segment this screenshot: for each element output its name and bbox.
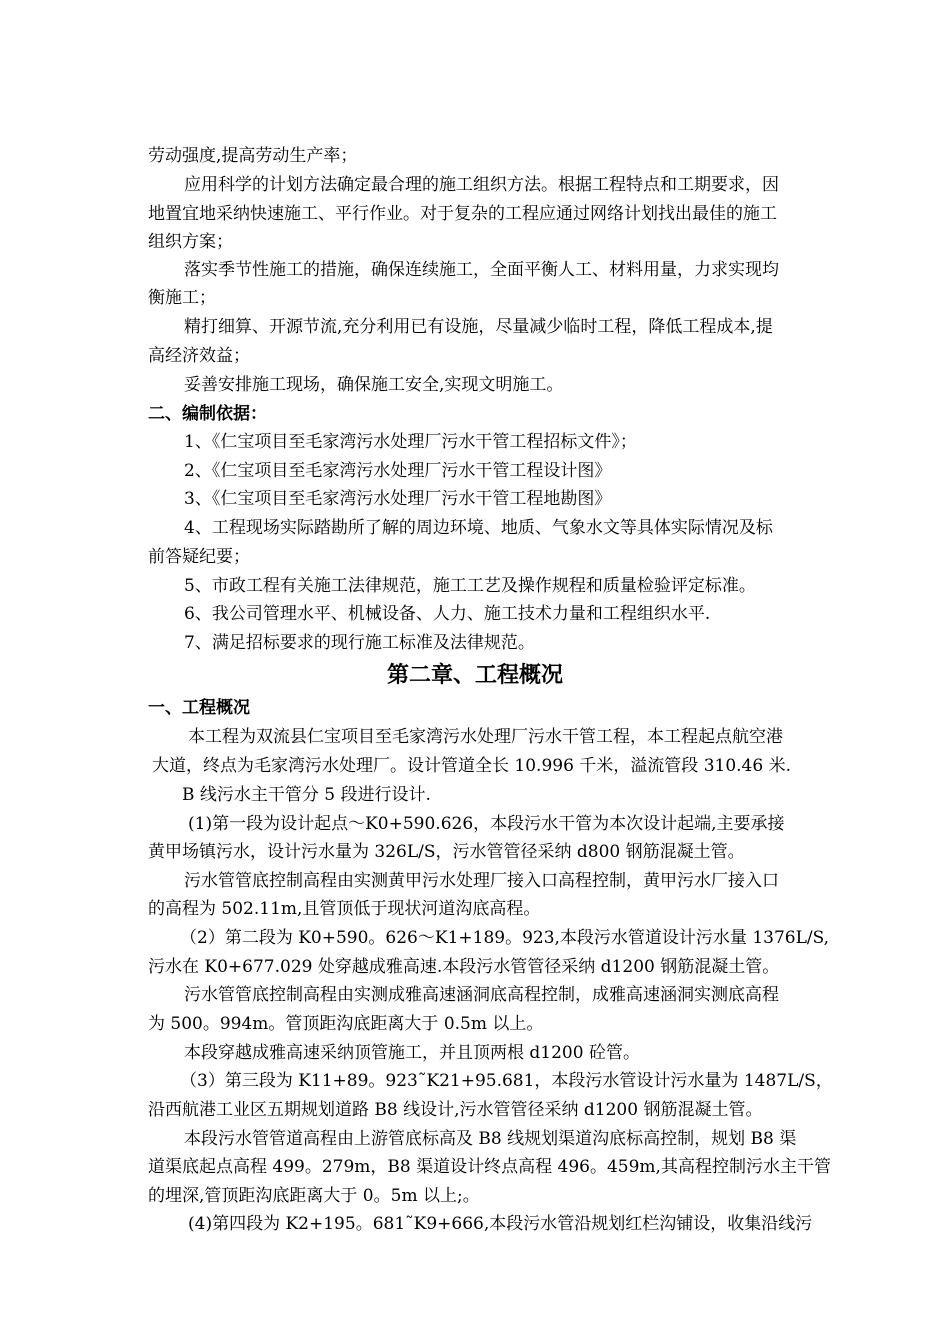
segment3-line-4: 道渠底起点高程 499。279m，B8 渠道设计终点高程 496。459m,其高程控制污水主干管 [148,1157,831,1177]
segment1-line-4: 的高程为 502.11m,且管顶低于现状河道沟底高程。 [148,899,541,919]
basis-item-2: 2、《仁宝项目至毛家湾污水处理厂污水干管工程设计图》 [184,461,612,481]
intro-line-3: 地置宜地采纳快速施工、平行作业。对于复杂的工程应通过网络计划找出最佳的施工 [148,204,777,224]
segment3-line-1: （3）第三段为 K11+89。923˜K21+95.681，本段污水管设计污水量为 1487L/S， [180,1071,833,1091]
segment1-line-1: (1)第一段为设计起点～K0+590.626，本段污水干管为本次设计起端,主要承接 [188,814,785,834]
intro-line-5: 落实季节性施工的措施，确保连续施工，全面平衡人工、材料用量，力求实现均 [184,260,779,280]
segment2-line-3: 污水管管底控制高程由实测成雅高速涵洞底高程控制，成雅高速涵洞实测底高程 [184,985,779,1005]
intro-line-6: 衡施工； [148,288,216,308]
segment2-line-2: 污水在 K0+677.029 处穿越成雅高速.本段污水管管径采纳 d1200 钢筋混凝土管。 [148,957,780,977]
intro-line-1: 劳动强度,提高劳动生产率； [148,146,358,166]
intro-line-2: 应用科学的计划方法确定最合理的施工组织方法。根据工程特点和工期要求，因 [184,175,779,195]
basis-item-3: 3、《仁宝项目至毛家湾污水处理厂污水干管工程地勘图》 [184,489,612,509]
basis-item-4a: 4、工程现场实际踏勘所了解的周边环境、地质、气象水文等具体实际情况及标 [184,518,773,538]
segment2-line-4: 为 500。994m。管顶距沟底距离大于 0.5m 以上。 [148,1014,544,1034]
basis-heading: 二、编制依据： [148,404,267,424]
overview-line-1: 本工程为双流县仁宝项目至毛家湾污水处理厂污水干管工程，本工程起点航空港 [188,727,783,747]
intro-line-7: 精打细算、开源节流,充分利用已有设施，尽量减少临时工程，降低工程成本,提 [184,317,773,337]
basis-item-5: 5、市政工程有关施工法律规范，施工工艺及操作规程和质量检验评定标准。 [184,576,756,596]
intro-line-4: 组织方案； [148,232,233,252]
intro-line-8: 高经济效益； [148,346,250,366]
intro-line-9: 妥善安排施工现场，确保施工安全,实现文明施工。 [184,375,564,395]
segment2-line-1: （2）第二段为 K0+590。626～K1+189。923,本段污水管道设计污水量 1376L/S, [180,928,830,948]
segment3-line-5: 的埋深,管顶距沟底距离大于 0。5m 以上;。 [148,1186,480,1206]
overview-line-2: 大道，终点为毛家湾污水处理厂。设计管道全长 10.996 千米，溢流管段 310.46 米. [152,756,791,776]
segment1-line-2: 黄甲场镇污水，设计污水量为 326L/S，污水管管径采纳 d800 钢筋混凝土管。 [148,842,745,862]
overview-line-3: B 线污水主干管分 5 段进行设计. [182,785,431,805]
section-heading: 一、工程概况 [148,698,250,718]
segment1-line-3: 污水管管底控制高程由实测黄甲污水处理厂接入口高程控制，黄甲污水厂接入口 [184,871,779,891]
basis-item-1: 1、《仁宝项目至毛家湾污水处理厂污水干管工程招标文件》； [184,432,637,452]
segment4-line-1: (4)第四段为 K2+195。681˜K9+666,本段污水管沿规划红栏沟铺设，收集沿线污 [188,1214,813,1234]
segment3-line-2: 沿西航港工业区五期规划道路 B8 线设计,污水管管径采纳 d1200 钢筋混凝土管。 [148,1100,763,1120]
basis-item-6: 6、我公司管理水平、机械设备、人力、施工技术力量和工程组织水平. [184,604,711,624]
basis-item-4b: 前答疑纪要； [148,547,250,567]
segment2-line-5: 本段穿越成雅高速采纳顶管施工，并且顶两根 d1200 砼管。 [184,1043,640,1063]
segment3-line-3: 本段污水管管道高程由上游管底标高及 B8 线规划渠道沟底标高控制，规划 B8 渠 [184,1129,797,1149]
basis-item-7: 7、满足招标要求的现行施工标准及法律规范。 [184,633,535,653]
chapter-title: 第二章、工程概况 [386,663,563,688]
